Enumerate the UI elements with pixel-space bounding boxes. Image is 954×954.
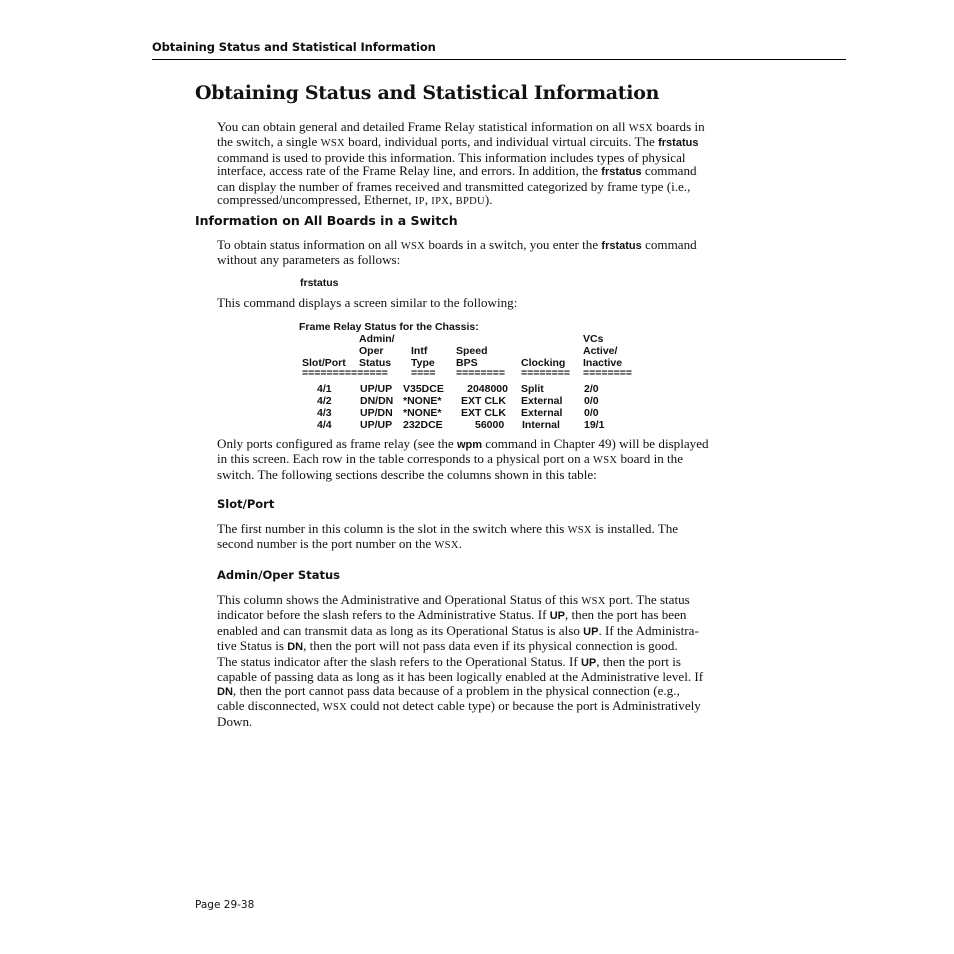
screen-intro-paragraph [217,296,762,309]
page-number: Page 29-38 [195,899,255,911]
text-line: can display the number of frames received and transmitted categorized by frame type (i.e., [217,178,691,194]
status-keyword: DN [217,685,233,698]
running-header: Obtaining Status and Statistical Information [152,40,436,54]
command-keyword: wpm [456,439,483,451]
text-line: in this screen. Each row in the table corresponds to a physical port on a WSX board in the [217,451,684,467]
status-keyword: UP [583,625,599,638]
screen-explanation-paragraph [217,437,762,481]
command-keyword: frstatus [601,240,642,252]
boards-paragraph [217,238,762,267]
status-keyword: UP [580,657,597,669]
text-line: switch. The following sections describe the columns shown in this table: [217,466,597,482]
text-line: the switch, a single WSX board, individual ports, and individual virtual circuits. The frstatus [217,134,699,150]
text-line: This column shows the Administrative and Operational Status of this WSX port. The status [217,592,690,607]
document-page: Obtaining Status and Statistical Information Obtaining Status and Statistical Information You can obtain general and detailed Frame Relay statistical information on all WSX boards in the switch, a single WSX board, individual ports, and individual virtual circuits. The frstatus command is used to provide this information. This information includes types of physical interface, access rate of the Frame Relay line, and errors. In addition, the frstatus command can display the number of frames received and transmitted categorized by frame type (i.e., compressed/uncompressed, Ethernet, IP, IPX, BPDU). Information on All Boards in a Switch To obtain status information on all WSX boards in a switch, you enter the frstatus command without any parameters as follows: frstatus This command displays a screen similar to the following: Frame Relay Status for the Chassis: Admin/ VCs Oper Intf Speed Active/ Slot/Port Status Type BPS Clocking Inactive ============== ==== ======== ======== ======== 4/1 UP/UP V35DCE 2048000 Split 2/0 4/2 DN/DN *NONE* EXT CLK External 0/0 4/3 UP/DN *NONE* EXT CLK External 0/0 4/4 UP/UP 232DCE 56000 Internal 19/1 Only ports configured as frame relay (see the wpm command in Chapter 49) will be displayed in this screen. Each row in the table corresponds to a physical port on a WSX board in the switch. The following sections describe the columns shown in this table: Slot/Port The first number in this column is the slot in the switch where this WSX is installed. The second number is the port number on the WSX. Admin/Oper Status This column shows the Administrative and Operational Status of this WSX port. The status indicator before the slash refers to the Administrative Status. If UP, then the port has been enabled and can transmit data as long as its Operational Status is also UP. If the Administra- tive Status is DN, then the port will not pass data even if its physical connection is good. The status indicator after the slash refers to the Operational Status. If UP, then the port is capable of passing data as long as it has been logically enabled at the Administrative level. If DN, then the port cannot pass data because of a problem in the physical connection (e.g., cable disconnected, WSX could not detect cable type) or because the port is Administratively Down. Page 29-38 [0,0,954,954]
text-line: Down. [217,713,253,729]
text-line: enabled and can transmit data as long as its Operational Status is also UP. If the Administra- [217,622,699,638]
text-line: You can obtain general and detailed Frame Relay statistical information on all WSX boards in [217,119,705,134]
text-line: without any parameters as follows: [217,252,401,268]
intro-paragraph [217,120,762,208]
slot-port-heading: Slot/Port [217,497,275,511]
text-line: Only ports configured as frame relay (see the wpm command in Chapter 49) will be displayed [217,436,709,451]
text-line: compressed/uncompressed, Ethernet, IP, IPX, BPDU). [217,192,493,208]
status-keyword: DN [287,641,304,654]
text-line: command is used to provide this information. This information includes types of physical [217,149,686,165]
admin-oper-paragraph-2 [217,655,762,728]
header-rule [152,59,846,60]
status-keyword: UP [549,610,565,623]
text-line: tive Status is DN, then the port will not pass data even if its physical connection is good. [217,638,678,654]
text-line: second number is the port number on the WSX. [217,536,462,552]
text-line: DN, then the port cannot pass data because of a problem in the physical connection (e.g., [217,682,680,698]
text-line: capable of passing data as long as it has been logically enabled at the Administrative level. If [217,669,704,685]
text-line: The status indicator after the slash refers to the Operational Status. If UP, then the port is [217,654,681,669]
slot-port-paragraph [217,522,762,553]
text-line: To obtain status information on all WSX boards in a switch, you enter the frstatus command [217,237,697,252]
command-example: frstatus [300,277,339,289]
subsection-heading: Information on All Boards in a Switch [195,213,458,228]
command-keyword: frstatus [658,137,699,150]
text-line: cable disconnected, WSX could not detect cable type) or because the port is Administratively [217,698,701,714]
admin-oper-heading: Admin/Oper Status [217,568,340,582]
admin-oper-paragraph-1 [217,593,762,655]
text-line: indicator before the slash refers to the Administrative Status. If UP, then the port has been [217,607,687,623]
command-keyword: frstatus [601,166,642,179]
text-line: This command displays a screen similar to the following: [217,295,518,310]
text-line: interface, access rate of the Frame Relay line, and errors. In addition, the frstatus command [217,163,697,179]
section-heading: Obtaining Status and Statistical Information [195,82,660,104]
text-line: The first number in this column is the slot in the switch where this WSX is installed. The [217,521,679,536]
